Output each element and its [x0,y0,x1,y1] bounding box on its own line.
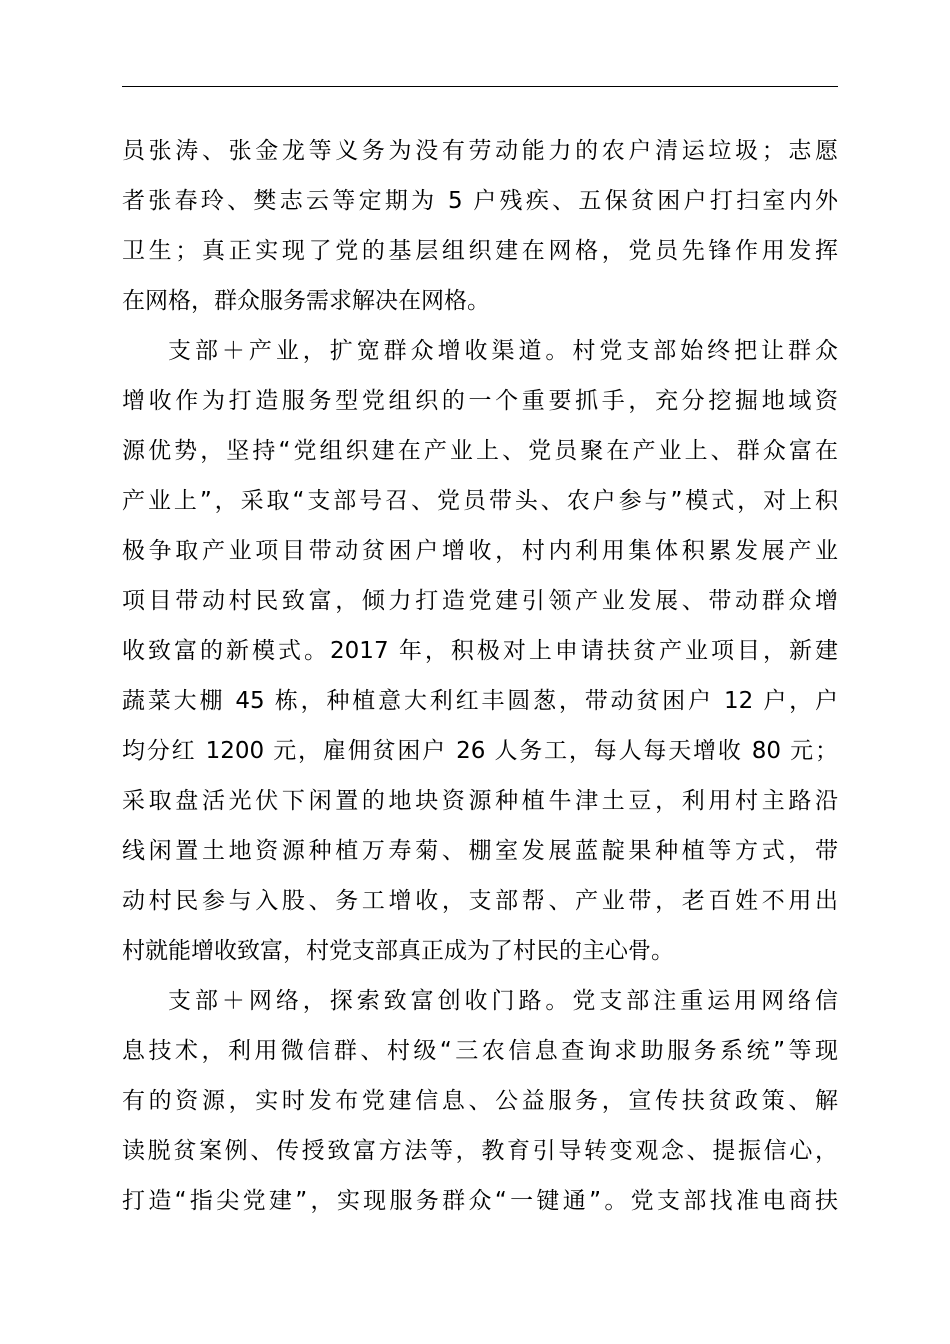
text-line: 项目带动村民致富，倾力打造党建引领产业发展、带动群众增 [122,588,838,614]
text-line: 卫生；真正实现了党的基层组织建在网格，党员先锋作用发挥 [122,238,838,264]
text-line: 线闲置土地资源种植万寿菊、棚室发展蓝靛果种植等方式，带 [122,838,838,864]
text-line: 支部＋网络，探索致富创收门路。党支部注重运用网络信 [168,988,838,1014]
text-line: 者张春玲、樊志云等定期为 5 户残疾、五保贫困户打扫室内外 [122,188,838,214]
text-line: 在网格，群众服务需求解决在网格。 [122,288,490,314]
text-line: 收致富的新模式。2017 年，积极对上申请扶贫产业项目，新建 [122,638,838,664]
header-rule [122,86,838,87]
text-line: 动村民参与入股、务工增收，支部帮、产业带，老百姓不用出 [122,888,838,914]
text-line: 支部＋产业，扩宽群众增收渠道。村党支部始终把让群众 [168,338,838,364]
text-line: 极争取产业项目带动贫困户增收，村内利用集体积累发展产业 [122,538,838,564]
text-line: 采取盘活光伏下闲置的地块资源种植牛津土豆，利用村主路沿 [122,788,838,814]
text-line: 息技术，利用微信群、村级“三农信息查询求助服务系统”等现 [122,1038,838,1064]
document-body [122,126,838,1226]
text-line: 源优势，坚持“党组织建在产业上、党员聚在产业上、群众富在 [122,438,838,464]
text-line: 打造“指尖党建”，实现服务群众“一键通”。党支部找准电商扶 [122,1188,838,1214]
text-line: 村就能增收致富，村党支部真正成为了村民的主心骨。 [122,938,674,964]
text-line: 均分红 1200 元，雇佣贫困户 26 人务工，每人每天增收 80 元； [122,738,838,764]
paragraph-2 [122,326,838,976]
text-line: 有的资源，实时发布党建信息、公益服务，宣传扶贫政策、解 [122,1088,838,1114]
text-line: 员张涛、张金龙等义务为没有劳动能力的农户清运垃圾；志愿 [122,138,838,164]
text-line: 增收作为打造服务型党组织的一个重要抓手，充分挖掘地域资 [122,388,838,414]
text-line: 读脱贫案例、传授致富方法等，教育引导转变观念、提振信心， [122,1138,838,1164]
text-line: 产业上”，采取“支部号召、党员带头、农户参与”模式，对上积 [122,488,838,514]
paragraph-1 [122,126,838,326]
paragraph-3 [122,976,838,1226]
text-line: 蔬菜大棚 45 栋，种植意大利红丰圆葱，带动贫困户 12 户，户 [122,688,838,714]
